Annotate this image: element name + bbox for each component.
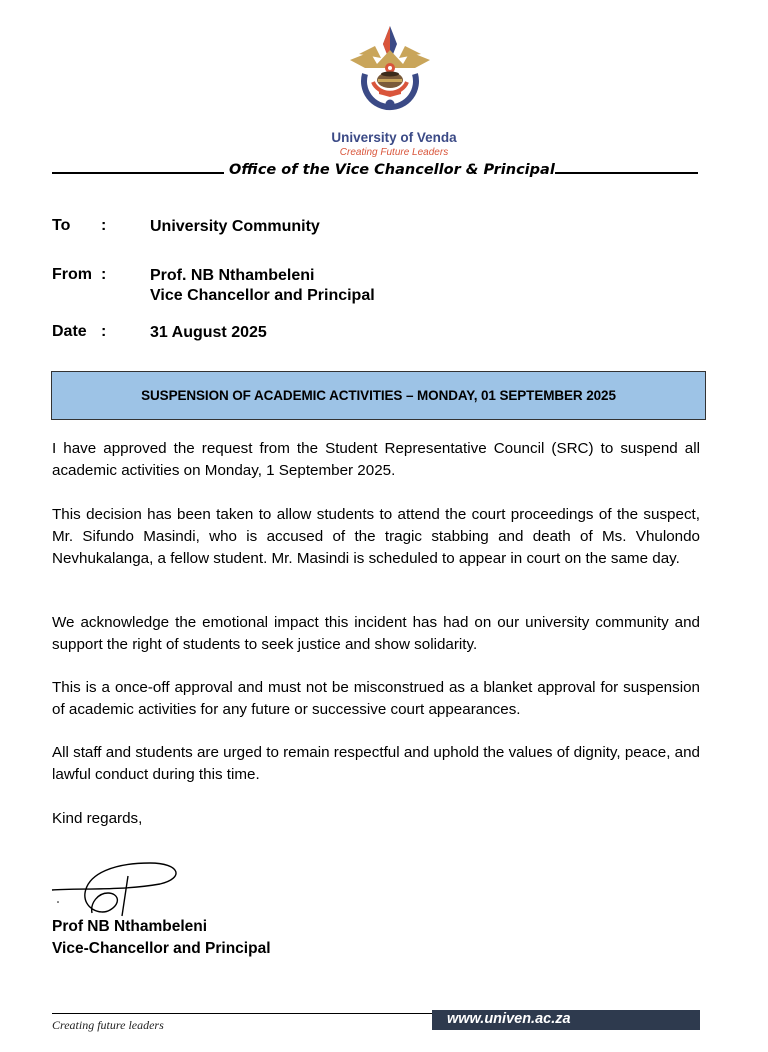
body-paragraph-4: This is a once-off approval and must not be misconstrued as a blanket approval for suspension of academic activities for any future or successive court appearances. [52,679,700,718]
university-name: University of Venda [331,130,457,145]
from-label: From [52,266,92,283]
heading-rule-right [555,172,698,174]
signatory-title: Vice-Chancellor and Principal [52,940,271,957]
body-paragraph-3: We acknowledge the emotional impact this incident has had on our university community and support the right of students to seek justice and show solidarity. [52,614,700,653]
body-paragraph-1: I have approved the request from the Student Representative Council (SRC) to suspend all academic activities on Monday, 1 September 2025. [52,440,700,479]
office-heading [52,162,686,184]
date-colon: : [101,323,107,340]
to-value: University Community [150,218,320,235]
footer-website-link[interactable]: www.univen.ac.za [432,1010,700,1030]
date-label: Date [52,323,87,340]
subject-text: SUSPENSION OF ACADEMIC ACTIVITIES – MONDAY, 01 SEPTEMBER 2025 [141,388,616,403]
university-tagline: Creating Future Leaders [339,147,449,158]
body-paragraph-5: All staff and students are urged to remain respectful and uphold the values of dignity, peace, and lawful conduct during this time. [52,744,700,783]
signatory-name: Prof NB Nthambeleni [52,918,208,935]
to-colon: : [101,217,107,234]
from-name: Prof. NB Nthambeleni [150,267,315,284]
university-crest-icon [345,22,435,132]
date-value: 31 August 2025 [150,324,267,341]
from-colon: : [101,266,107,283]
office-title: Office of the Vice Chancellor & Principal [229,162,555,178]
closing-text: Kind regards, [52,810,143,827]
subject-banner [51,371,706,420]
footer-rule [52,1013,432,1014]
footer-tagline: Creating future leaders [52,1018,164,1032]
handwritten-signature-icon [50,858,190,923]
heading-rule-left [52,172,224,174]
to-label: To [52,217,71,234]
from-title: Vice Chancellor and Principal [150,287,375,304]
body-paragraph-2: This decision has been taken to allow students to attend the court proceedings of the suspect, Mr. Sifundo Masindi, who is accused of the tragic stabbing and death of Ms. Vhulondo Nevhukalanga, a fellow student. Mr. Masindi is scheduled to appear in court on the same day. [52,506,700,567]
